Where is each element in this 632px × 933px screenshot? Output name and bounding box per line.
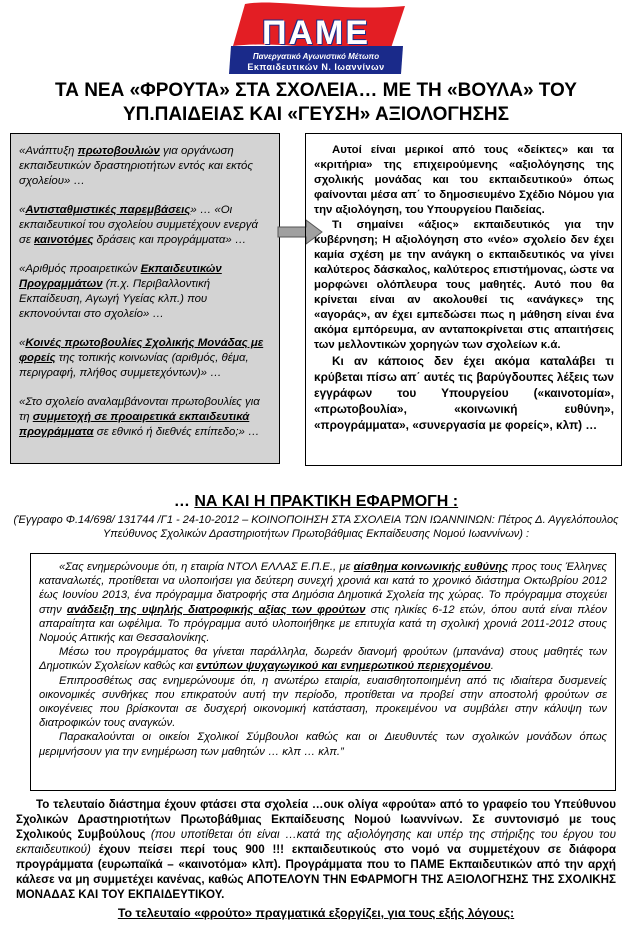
- text: » … «Οι εκπαιδευτικοί του σχολείου συμμετέχουν ενεργά σε: [19, 204, 258, 246]
- text: στις ηλικίες 6-12 ετών, όπου αυτά είναι πλέον απαραίτητα και ωφέλιμα. Το πρόγραμμα αυτό υλοποιήθηκε με επιτυχία κατά τη σχολική χρονιά 2011-2012 στους Νομούς Αττικής και Θεσσαλονίκης.: [39, 603, 607, 645]
- closing-line: Το τελευταίο «φρούτο» πραγματικά εξοργίζει, για τους εξής λόγους:: [117, 906, 515, 920]
- text: «Σας ενημερώνουμε ότι, η εταιρία ΝΤΟΛ ΕΛΛΑΣ Ε.Π.Ε., με: [59, 561, 354, 573]
- official-letter-quote: [30, 553, 616, 791]
- text: προς τους Έλληνες καταναλωτές, προτίθεται να υλοποιήσει για δεύτερη συνεχή χρονιά και κατά το χρονικό διάστημα Οκτωβρίου 2012 έως Ιουνίου 2013, ένα πρόγραμμα διατροφής στα Δημόσια Δημοτικά Σχολεία της χώρας. Το πρόγραμμα στοχεύει στην: [39, 561, 607, 616]
- pame-logo: [205, 2, 427, 76]
- commentary-box: [305, 133, 622, 466]
- left-paragraph: [19, 336, 269, 381]
- title-line2: ΥΠ.ΠΑΙΔΕΙΑΣ ΚΑΙ «ΓΕΥΣΗ» ΑΞΙΟΛΟΓΗΣΗΣ: [122, 104, 510, 125]
- left-paragraph: [19, 262, 269, 322]
- emphasis: Εκπαιδευτικών Προγραμμάτων: [19, 263, 222, 290]
- text: «Ανάπτυξη: [19, 145, 78, 157]
- practice-heading: [10, 493, 622, 511]
- text: (π.χ. Περιβαλλοντική Εκπαίδευση, Αγωγή Υγείας κλπ.) που εκπονούνται στο σχολείο» …: [19, 278, 211, 320]
- bottom-paragraph: [16, 797, 616, 902]
- logo-line2: Εκπαιδευτικών Ν. Ιωαννίνων: [247, 62, 385, 72]
- emphasis: Κοινές πρωτοβουλίες Σχολικής Μονάδας με φορείς: [19, 337, 264, 364]
- right-paragraph-1: Αυτοί είναι μερικοί από τους «δείκτες» και τα «κριτήρια» της επιχειρούμενης «αξιολόγησης της σχολικής μονάδας και του εκπαιδευτικού» όπως φαίνονται μέσα απ΄ το δημοσιευμένο Σχέδιο Νόμου για την αξιολόγηση, του Υπουργείου Παιδείας.: [314, 144, 614, 216]
- criteria-quotes-box: [10, 133, 280, 464]
- text: Το τελευταίο διάστημα έχουν φτάσει στα σχολεία …ουκ ολίγα «φρούτα» από το γραφείο του Υπεύθυνου Σχολικών Δραστηριοτήτων Πρωτοβάθμιας Εκπαίδευσης Νομού Ιωαννίνων. Σε συντονισμό με τους Σχολικούς Συμβούλους: [16, 798, 616, 841]
- text: για οργάνωση εκπαιδευτικών δραστηριοτήτων εντός και εκτός σχολείου» …: [19, 145, 253, 187]
- right-paragraph-2: Τι σημαίνει «άξιος» εκπαιδευτικός για την κυβέρνηση; Η αξιολόγηση στο «νέο» σχολείο δεν έχει καμία σχέση με την ανάγκη ο εκπαιδευτικός να γίνει καλύτερος δάσκαλος, καλύτερος επιστήμονας, ώστε να μορφώνει ολόπλευρα τους μαθητές. Αυτό που θα κρίνεται είναι αν ακολουθεί τις «ανάγκες» της «αγοράς», αν έχει εμπεδώσει πως η μάθηση είναι ένα ακόμα εμπόρευμα, αν ανταποκρίνεται στις απαιτήσεις των μελλοντικών χορηγών των σχολείων κ.ά.: [314, 219, 614, 351]
- practice-section: [10, 493, 622, 541]
- text: «Αριθμός προαιρετικών: [19, 263, 141, 275]
- emphasis: συμμετοχή σε προαιρετικά εκπαιδευτικά προγράμματα: [19, 411, 250, 438]
- document-reference: (Έγγραφο Φ.14/698/ 131744 /Γ1 - 24-10-2012 – ΚΟΙΝΟΠΟΙΗΣΗ ΣΤΑ ΣΧΟΛΕΙΑ ΤΩΝ ΙΩΑΝΝΙΝΩΝ: Πέτρος Δ. Αγγελόπουλος Υπεύθυνος Σχολικών Δραστηριοτήτων Πρωτοβάθμιας Εκπαίδευσης Νομού Ιωαννίνων) :: [13, 514, 619, 540]
- aside: (που υποτίθεται ότι είναι …κατά της αξιολόγησης και υπέρ της στήριξης του έργου του εκπαιδευτικού): [16, 828, 616, 856]
- quote-paragraph: Παρακαλούνται οι οικείοι Σχολικοί Σύμβουλοι καθώς και οι Διευθυντές των σχολικών μονάδων όπως μεριμνήσουν για την ενημέρωση των μαθητών … κλπ … κλπ.”: [39, 731, 607, 758]
- left-paragraph: [19, 395, 269, 440]
- text: της τοπικής κοινωνίας (αριθμός, θέμα, περιγραφή, πλήθος συμμετεχόντων)» …: [19, 352, 249, 379]
- logo-line1: Πανεργατικό Αγωνιστικό Μέτωπο: [252, 52, 380, 61]
- quote-paragraph: Επιπροσθέτως σας ενημερώνουμε ότι, η ανωτέρω εταιρία, ευαισθητοποιημένη από τις ιδιαίτερα δυσμενείς οικονομικές συνθήκες που επικρατούν αυτή την περίοδο, προτίθεται να προβεί στην αποστολή φρούτων σε οικογένειες που βρίσκονται σε δυσχερή οικονομική κατάσταση, προκειμένου να συμβάλει στην κάλυψη των διατροφικών τους αναγκών.: [39, 674, 607, 730]
- text: .: [490, 660, 494, 673]
- emphasis: πρωτοβουλιών: [77, 145, 160, 157]
- logo-brand: ΠΑΜΕ: [261, 14, 371, 52]
- text: «Στο σχολείο αναλαμβάνονται πρωτοβουλίες για τη: [19, 396, 260, 423]
- quote-paragraph: [39, 645, 607, 673]
- emphasis: εντύπων ψυχαγωγικού και ενημερωτικού περιεχομένου: [196, 660, 491, 673]
- emphasis: ανάδειξη της υψηλής διατροφικής αξίας των φρούτων: [66, 603, 366, 616]
- right-paragraph-3: Κι αν κάποιος δεν έχει ακόμα καταλάβει τι κρύβεται πίσω απ΄ αυτές τις βαρύγδουπες λέξεις των εγγράφων του Υπουργείου («καινοτομία», «πρωτοβουλία», «κοινωνική ευθύνη», «προγράμματα», «συνεργασία με φορείς», κλπ) …: [314, 354, 614, 432]
- title-line1: ΤΑ ΝΕΑ «ΦΡΟΥΤΑ» ΣΤΑ ΣΧΟΛΕΙΑ… ΜΕ ΤΗ «ΒΟΥΛΑ» ΤΟΥ: [55, 80, 577, 101]
- page-title: [10, 79, 622, 127]
- text: «: [19, 204, 26, 216]
- text: Μέσω του προγράμματος θα γίνεται παράλληλα, δωρεάν διανομή φρούτων (μπανάνα) στους μαθητές των Δημοτικών Σχολείων καθώς και: [39, 646, 607, 673]
- emphasis: Αντισταθμιστικές παρεμβάσεις: [25, 204, 191, 216]
- text: έχουν πείσει περί τους 900 !!! εκπαιδευτικούς στο νομό να συμμετέχουν σε διάφορα προγράμματα (ευρωπαϊκά – «καινοτόμα» κλπ). Προγράμματα που το ΠΑΜΕ Εκπαιδευτικών από την αρχή κάλεσε να μη συμμετέχει κανένας, καθώς ΑΠΟΤΕΛΟΥΝ ΤΗΝ ΕΦΑΡΜΟΓΗ ΤΗΣ ΑΞΙΟΛΟΓΗΣΗΣ ΤΗΣ ΣΧΟΛΙΚΗΣ ΜΟΝΑΔΑΣ ΚΑΙ ΤΟΥ ΕΚΠΑΙΔΕΥΤΙΚΟΥ.: [16, 843, 616, 901]
- left-paragraph: [19, 144, 269, 189]
- emphasis: καινοτόμες: [34, 234, 94, 246]
- bottom-text: [16, 797, 616, 902]
- left-paragraph: [19, 203, 269, 248]
- emphasis: αίσθημα κοινωνικής ευθύνης: [353, 561, 509, 573]
- quote-paragraph: [39, 560, 607, 645]
- text: «: [19, 337, 26, 349]
- heading-text: ΝΑ ΚΑΙ Η ΠΡΑΚΤΙΚΗ ΕΦΑΡΜΟΓΗ :: [194, 493, 459, 510]
- heading-prefix: …: [173, 493, 195, 510]
- text: σε εθνικό ή διεθνές επίπεδο;» …: [93, 426, 260, 438]
- text: δράσεις και προγράμματα» …: [93, 234, 247, 246]
